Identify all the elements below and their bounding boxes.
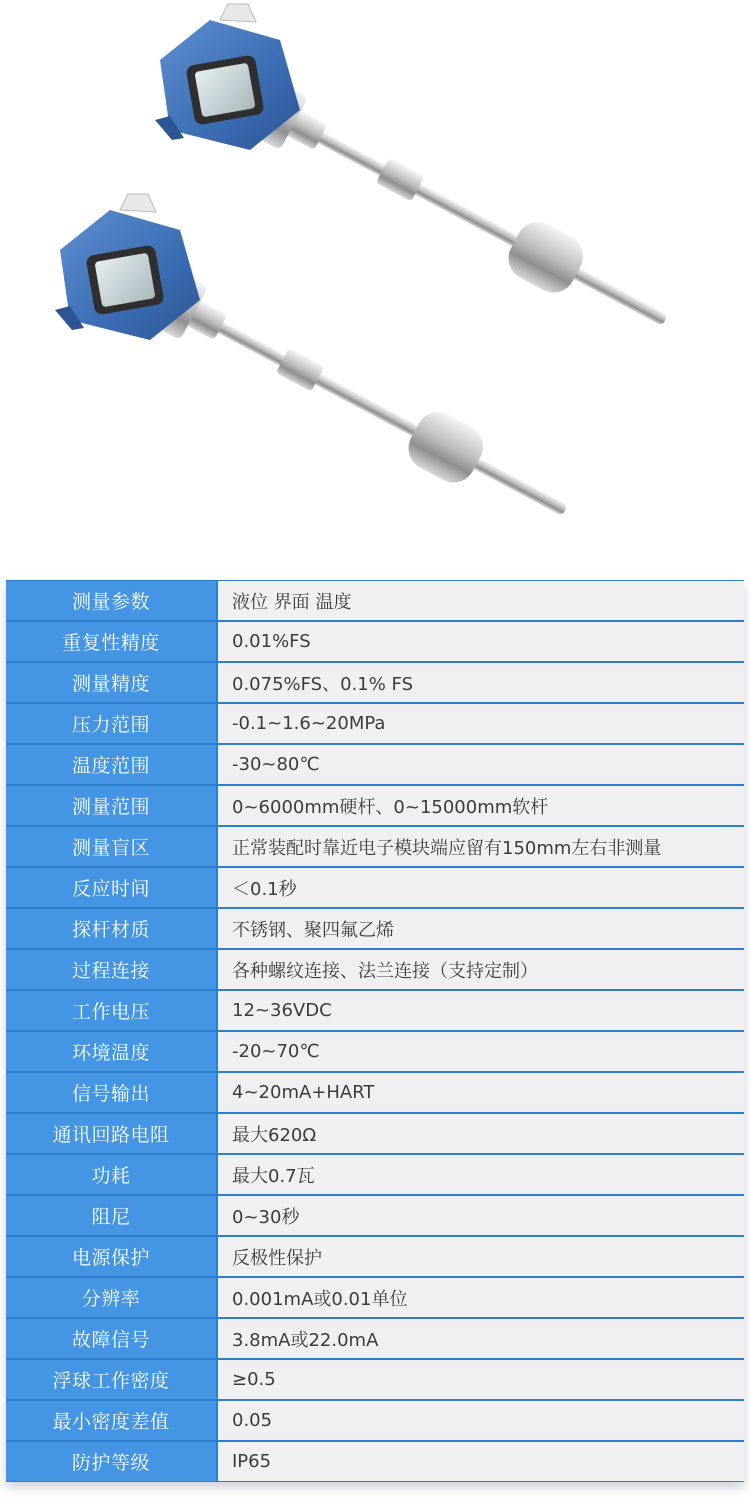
spec-value: 12~36VDC xyxy=(218,991,744,1030)
spec-label: 故障信号 xyxy=(6,1319,216,1358)
spec-row xyxy=(6,1277,744,1318)
spec-label: 最小密度差值 xyxy=(6,1401,216,1440)
spec-row xyxy=(6,1113,744,1154)
spec-label: 工作电压 xyxy=(6,991,216,1030)
spec-value: -0.1~1.6~20MPa xyxy=(218,704,744,743)
spec-row xyxy=(6,785,744,826)
spec-row xyxy=(6,867,744,908)
spec-label: 信号输出 xyxy=(6,1073,216,1112)
spec-row xyxy=(6,703,744,744)
spec-row xyxy=(6,908,744,949)
spec-row xyxy=(6,1072,744,1113)
spec-label: 探杆材质 xyxy=(6,909,216,948)
spec-label: 通讯回路电阻 xyxy=(6,1114,216,1153)
spec-table xyxy=(6,580,744,1482)
spec-label: 防护等级 xyxy=(6,1442,216,1481)
spec-value: 0.001mA或0.01单位 xyxy=(218,1278,744,1317)
spec-label: 测量参数 xyxy=(6,581,216,620)
spec-value: 最大0.7瓦 xyxy=(218,1155,744,1194)
spec-value: 液位 界面 温度 xyxy=(218,581,744,620)
spec-label: 测量精度 xyxy=(6,663,216,702)
spec-value: 4~20mA+HART xyxy=(218,1073,744,1112)
spec-value: -30~80℃ xyxy=(218,745,744,784)
spec-value: -20~70℃ xyxy=(218,1032,744,1071)
level-transmitter-illustration xyxy=(0,0,750,580)
spec-row xyxy=(6,621,744,662)
spec-value: 3.8mA或22.0mA xyxy=(218,1319,744,1358)
spec-row xyxy=(6,1195,744,1236)
spec-label: 压力范围 xyxy=(6,704,216,743)
spec-label: 过程连接 xyxy=(6,950,216,989)
spec-value: 0.01%FS xyxy=(218,622,744,661)
spec-value: 0.075%FS、0.1% FS xyxy=(218,663,744,702)
spec-label: 分辨率 xyxy=(6,1278,216,1317)
spec-row xyxy=(6,1359,744,1400)
spec-label: 温度范围 xyxy=(6,745,216,784)
spec-label: 测量盲区 xyxy=(6,827,216,866)
spec-row xyxy=(6,1154,744,1195)
spec-value: 0~30秒 xyxy=(218,1196,744,1235)
spec-value: 0.05 xyxy=(218,1401,744,1440)
spec-row xyxy=(6,580,744,621)
spec-row xyxy=(6,949,744,990)
spec-value: 不锈钢、聚四氟乙烯 xyxy=(218,909,744,948)
spec-label: 浮球工作密度 xyxy=(6,1360,216,1399)
spec-value: 正常装配时靠近电子模块端应留有150mm左右非测量 xyxy=(218,827,744,866)
spec-row xyxy=(6,1441,744,1482)
spec-value: ＜0.1秒 xyxy=(218,868,744,907)
spec-value: 0~6000mm硬杆、0~15000mm软杆 xyxy=(218,786,744,825)
spec-label: 功耗 xyxy=(6,1155,216,1194)
spec-value: 最大620Ω xyxy=(218,1114,744,1153)
spec-label: 阻尼 xyxy=(6,1196,216,1235)
transmitter-upper xyxy=(155,4,679,347)
spec-label: 测量范围 xyxy=(6,786,216,825)
spec-row xyxy=(6,1318,744,1359)
spec-row xyxy=(6,826,744,867)
spec-label: 环境温度 xyxy=(6,1032,216,1071)
spec-value: 各种螺纹连接、法兰连接（支持定制） xyxy=(218,950,744,989)
spec-value: 反极性保护 xyxy=(218,1237,744,1276)
spec-row xyxy=(6,1236,744,1277)
spec-row xyxy=(6,990,744,1031)
spec-value: IP65 xyxy=(218,1442,744,1481)
spec-value: ≥0.5 xyxy=(218,1360,744,1399)
spec-row xyxy=(6,662,744,703)
spec-row xyxy=(6,744,744,785)
spec-label: 电源保护 xyxy=(6,1237,216,1276)
spec-row xyxy=(6,1400,744,1441)
product-photo xyxy=(0,0,750,580)
transmitter-lower xyxy=(55,194,579,537)
spec-label: 重复性精度 xyxy=(6,622,216,661)
spec-row xyxy=(6,1031,744,1072)
spec-label: 反应时间 xyxy=(6,868,216,907)
